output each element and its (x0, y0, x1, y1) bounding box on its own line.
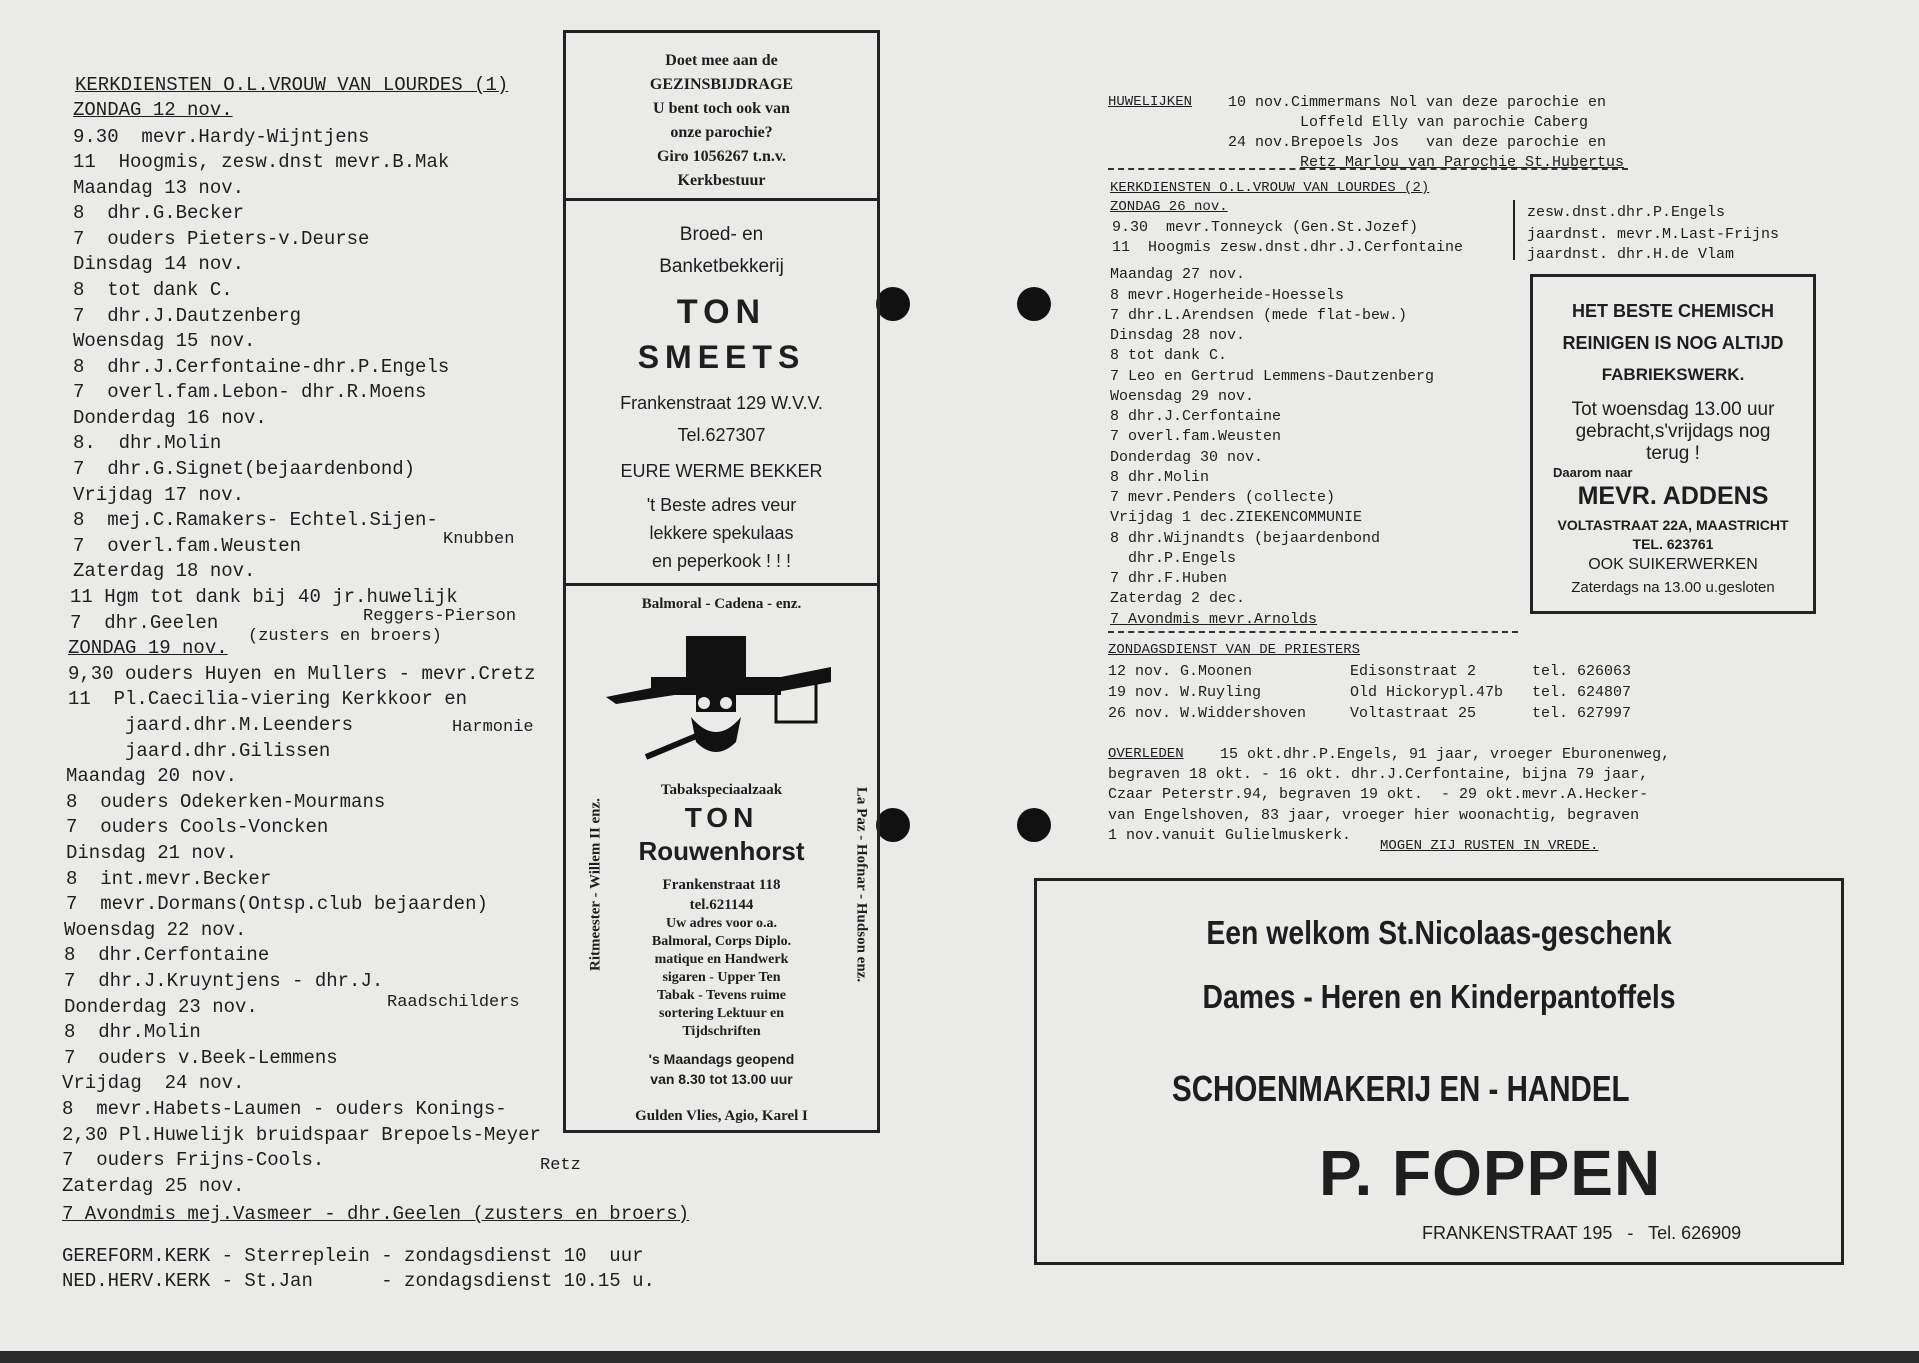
divider (1108, 631, 1518, 633)
ad-text: onze parochie? (670, 124, 773, 141)
priest-tel: tel. 627997 (1532, 705, 1632, 722)
service-line: 8 dhr.G.Becker (73, 202, 245, 224)
ad-text: Tabakspeciaalzaak (660, 782, 783, 798)
service-line: 7 mevr.Penders (collecte) (1110, 489, 1336, 506)
ad-text: 's Maandags geopend (648, 1051, 795, 1067)
service-line: Donderdag 30 nov. (1110, 449, 1264, 466)
ad-text: VOLTASTRAAT 22A, MAASTRICHT (1557, 517, 1789, 533)
ad-text: Broed- en (679, 224, 764, 245)
service-line: 7 dhr.J.Dautzenberg (73, 305, 302, 327)
ad-text: en peperkook ! ! ! (651, 551, 792, 571)
priest-date: 19 nov. W.Ruyling (1108, 684, 1262, 701)
smoker-illustration-icon (606, 622, 836, 772)
service-line: Vrijdag 24 nov. (62, 1072, 245, 1094)
service-line: dhr.P.Engels (1110, 550, 1237, 567)
service-line: 8 mevr.Hogerheide-Hoessels (1110, 287, 1345, 304)
service-line: 8. dhr.Molin (73, 432, 222, 454)
note-retz: Retz (540, 1156, 581, 1175)
service-line: 2,30 Pl.Huwelijk bruidspaar Brepoels-Meyer (62, 1124, 541, 1146)
service-line: 7 dhr.F.Huben (1110, 570, 1228, 587)
service-line: 9.30 mevr.Tonneyck (Gen.St.Jozef) (1112, 219, 1419, 236)
note-zusters: (zusters en broers) (248, 627, 442, 646)
ad-text: matique en Handwerk (654, 952, 789, 967)
service-line: 8 mej.C.Ramakers- Echtel.Sijen- (73, 509, 438, 531)
service-line: 7 dhr.Geelen (70, 612, 219, 634)
ad-addens (1530, 274, 1816, 614)
ad-text: 't Beste adres veur (646, 495, 797, 515)
service-line: 11 Hgm tot dank bij 40 jr.huwelijk (70, 586, 458, 608)
ad-side-text: Ritmeester - Willem II enz. (587, 798, 604, 971)
service-line: 7 Avondmis mej.Vasmeer - dhr.Geelen (zusters en broers) (62, 1203, 690, 1225)
service-line: jaard.dhr.Gilissen (68, 740, 331, 762)
service-line: Vrijdag 17 nov. (73, 484, 245, 506)
section-title: KERKDIENSTEN O.L.VROUW VAN LOURDES (1) (75, 74, 509, 96)
ad-text: Dames - Heren en Kinderpantoffels (1202, 978, 1676, 1015)
service-line: ZONDAG 26 nov. (1110, 199, 1228, 215)
note-raadschilders: Raadschilders (387, 993, 520, 1012)
service-line: 9,30 ouders Huyen en Mullers - mevr.Cretz (68, 663, 536, 685)
ad-text: sortering Lektuur en (659, 1006, 784, 1021)
ad-rouwenhorst (563, 583, 880, 1133)
ad-text: EURE WERME BEKKER (620, 461, 823, 481)
priest-street: Old Hickorypl.47b (1350, 684, 1504, 701)
service-line: jaard.dhr.M.Leenders (68, 714, 354, 736)
service-line: Woensdag 15 nov. (73, 330, 256, 352)
huwelijk-line: Retz Marlou van Parochie St.Hubertus (1300, 154, 1625, 171)
service-line: Dinsdag 28 nov. (1110, 327, 1246, 344)
ad-text: sigaren - Upper Ten (662, 970, 781, 985)
service-line: 8 ouders Odekerken-Mourmans (66, 791, 386, 813)
overleden-line: van Engelshoven, 83 jaar, vroeger hier woonachtig, begraven (1108, 807, 1640, 824)
section-title: KERKDIENSTEN O.L.VROUW VAN LOURDES (2) (1110, 180, 1430, 196)
ad-text: FABRIEKSWERK. (1601, 365, 1745, 384)
ad-text: Doet mee aan de (665, 52, 778, 69)
service-line: 8 dhr.J.Cerfontaine-dhr.P.Engels (73, 356, 450, 378)
ad-gezinsbijdrage (563, 30, 880, 201)
rust-line: MOGEN ZIJ RUSTEN IN VREDE. (1380, 838, 1599, 854)
side-note: jaardnst. dhr.H.de Vlam (1527, 246, 1735, 263)
ad-text: OOK SUIKERWERKEN (1588, 556, 1758, 573)
overleden-line: 15 okt.dhr.P.Engels, 91 jaar, vroeger Eburonenweg, (1220, 746, 1671, 763)
punch-hole-icon (876, 808, 910, 842)
service-line: 7 dhr.L.Arendsen (mede flat-bew.) (1110, 307, 1408, 324)
service-line: NED.HERV.KERK - St.Jan - zondagsdienst 10.15 u. (62, 1270, 655, 1292)
note-knubben: Knubben (443, 530, 515, 549)
service-line: Donderdag 23 nov. (64, 996, 258, 1018)
service-line: 8 dhr.J.Cerfontaine (1110, 408, 1282, 425)
side-note: zesw.dnst.dhr.P.Engels (1527, 204, 1726, 221)
ad-text: Zaterdags na 13.00 u.gesloten (1571, 579, 1775, 596)
service-line: 7 ouders v.Beek-Lemmens (64, 1047, 338, 1069)
ad-text: tel.621144 (689, 897, 754, 913)
service-line: Vrijdag 1 dec.ZIEKENCOMMUNIE (1110, 509, 1363, 526)
section-title: ZONDAGSDIENST VAN DE PRIESTERS (1108, 642, 1361, 658)
ad-foppen (1034, 878, 1844, 1265)
service-line: 8 tot dank C. (1110, 347, 1228, 364)
ad-text: Een welkom St.Nicolaas-geschenk (1206, 914, 1672, 951)
ad-text: Giro 1056267 t.n.v. (656, 148, 787, 165)
service-line: 7 overl.fam.Lebon- dhr.R.Moens (73, 381, 427, 403)
ad-text: Tot woensdag 13.00 uur (1571, 399, 1775, 420)
ad-text: terug ! (1646, 443, 1700, 464)
punch-hole-icon (1017, 808, 1051, 842)
priest-date: 26 nov. W.Widdershoven (1108, 705, 1307, 722)
ad-text: U bent toch ook van (653, 100, 790, 117)
priest-tel: tel. 626063 (1532, 663, 1632, 680)
ad-text: Tel.627307 (677, 425, 766, 445)
divider (1108, 168, 1628, 170)
service-line: 11 Hoogmis, zesw.dnst mevr.B.Mak (73, 151, 450, 173)
service-line: 8 dhr.Molin (1110, 469, 1210, 486)
service-line: 8 tot dank C. (73, 279, 233, 301)
overleden-line: Czaar Peterstr.94, begraven 19 okt. - 29 okt.mevr.A.Hecker- (1108, 786, 1649, 803)
service-line: 7 overl.fam.Weusten (73, 535, 302, 557)
service-line: 11 Pl.Caecilia-viering Kerkkoor en (68, 688, 468, 710)
priest-street: Edisonstraat 2 (1350, 663, 1477, 680)
service-line: 9.30 mevr.Hardy-Wijntjens (73, 126, 370, 148)
overleden-label: OVERLEDEN (1108, 746, 1184, 762)
service-line: 7 mevr.Dormans(Ontsp.club bejaarden) (66, 893, 488, 915)
service-line: 8 dhr.Cerfontaine (64, 944, 270, 966)
huwelijk-line: 24 nov.Brepoels Jos van deze parochie en (1228, 134, 1607, 151)
service-line: GEREFORM.KERK - Sterreplein - zondagsdienst 10 uur (62, 1245, 644, 1267)
huwelijk-line: Loffeld Elly van parochie Caberg (1300, 114, 1589, 131)
note-reggers: Reggers-Pierson (363, 607, 517, 626)
service-line: 8 dhr.Molin (64, 1021, 201, 1043)
service-line: Maandag 27 nov. (1110, 266, 1246, 283)
ad-text: Daarom naar (1553, 465, 1633, 480)
ad-text: GEZINSBIJDRAGE (649, 76, 794, 93)
ad-text: SCHOENMAKERIJ EN - HANDEL (1172, 1068, 1630, 1109)
service-line: Dinsdag 21 nov. (66, 842, 238, 864)
ad-text: HET BESTE CHEMISCH (1571, 301, 1775, 321)
ad-text: REINIGEN IS NOG ALTIJD (1562, 333, 1784, 353)
ad-name: MEVR. ADDENS (1577, 482, 1769, 510)
side-note: jaardnst. mevr.M.Last-Frijns (1527, 226, 1780, 243)
overleden-line: 1 nov.vanuit Gulielmuskerk. (1108, 827, 1352, 844)
service-line: 11 Hoogmis zesw.dnst.dhr.J.Cerfontaine (1112, 239, 1464, 256)
ad-side-text: La Paz - Hofnar - Hudson enz. (853, 786, 870, 983)
service-line: 7 ouders Frijns-Cools. (62, 1149, 325, 1171)
service-line: Donderdag 16 nov. (73, 407, 267, 429)
ad-text: TEL. 623761 (1632, 536, 1714, 552)
service-line: 7 ouders Cools-Voncken (66, 816, 329, 838)
service-line: 7 Avondmis mevr.Arnolds (1110, 611, 1318, 628)
service-line: Zaterdag 2 dec. (1110, 590, 1246, 607)
ad-text: lekkere spekulaas (649, 523, 794, 543)
service-line: Zaterdag 25 nov. (62, 1175, 245, 1197)
ad-text: van 8.30 tot 13.00 uur (650, 1071, 793, 1087)
service-line: ZONDAG 19 nov. (68, 637, 228, 659)
ad-text: Kerkbestuur (677, 172, 766, 189)
service-line: Dinsdag 14 nov. (73, 253, 245, 275)
service-line: 8 int.mevr.Becker (66, 868, 272, 890)
service-line: Maandag 20 nov. (66, 765, 238, 787)
service-line: 7 dhr.G.Signet(bejaardenbond) (73, 458, 416, 480)
service-line: 7 overl.fam.Weusten (1110, 428, 1282, 445)
ad-text: Tijdschriften (682, 1024, 761, 1039)
ad-name: P. FOPPEN (1319, 1137, 1662, 1209)
service-line: 7 Leo en Gertrud Lemmens-Dautzenberg (1110, 368, 1435, 385)
ad-text: gebracht,s'vrijdags nog (1575, 421, 1771, 442)
ad-text: Tabak - Tevens ruime (656, 988, 786, 1003)
service-line: ZONDAG 12 nov. (73, 99, 233, 121)
priest-tel: tel. 624807 (1532, 684, 1632, 701)
service-line: Woensdag 29 nov. (1110, 388, 1255, 405)
note-bracket (1513, 200, 1515, 260)
service-line: 8 dhr.Wijnandts (bejaardenbond (1110, 530, 1381, 547)
huwelijk-line: 10 nov.Cimmermans Nol van deze parochie en (1228, 94, 1607, 111)
priest-date: 12 nov. G.Moonen (1108, 663, 1253, 680)
ad-smeets (563, 198, 880, 586)
ad-text: Balmoral - Cadena - enz. (641, 596, 802, 612)
service-line: 7 ouders Pieters-v.Deurse (73, 228, 370, 250)
note-harmonie: Harmonie (452, 718, 534, 737)
ad-name: TON (676, 293, 767, 331)
ad-text: FRANKENSTRAAT 195 - Tel. 626909 (1422, 1223, 1742, 1243)
page-edge (0, 1351, 1919, 1363)
service-line: 7 dhr.J.Kruyntjens - dhr.J. (64, 970, 384, 992)
ad-name: Rouwenhorst (638, 836, 805, 866)
punch-hole-icon (1017, 287, 1051, 321)
ad-text: Gulden Vlies, Agio, Karel I (635, 1108, 808, 1124)
service-line: Woensdag 22 nov. (64, 919, 247, 941)
service-line: Zaterdag 18 nov. (73, 560, 256, 582)
ad-text: Frankenstraat 118 (662, 877, 781, 893)
overleden-line: begraven 18 okt. - 16 okt. dhr.J.Cerfontaine, bijna 79 jaar, (1108, 766, 1649, 783)
ad-text: Uw adres voor o.a. (665, 916, 778, 931)
ad-name: SMEETS (637, 339, 806, 375)
punch-hole-icon (876, 287, 910, 321)
service-line: Maandag 13 nov. (73, 177, 245, 199)
ad-text: Banketbekkerij (659, 256, 784, 277)
priest-street: Voltastraat 25 (1350, 705, 1477, 722)
huwelijken-label: HUWELIJKEN (1108, 94, 1193, 110)
ad-text: Frankenstraat 129 W.V.V. (620, 393, 823, 413)
service-line: 8 mevr.Habets-Laumen - ouders Konings- (62, 1098, 507, 1120)
ad-name: TON (684, 802, 759, 833)
ad-text: Balmoral, Corps Diplo. (651, 934, 792, 949)
